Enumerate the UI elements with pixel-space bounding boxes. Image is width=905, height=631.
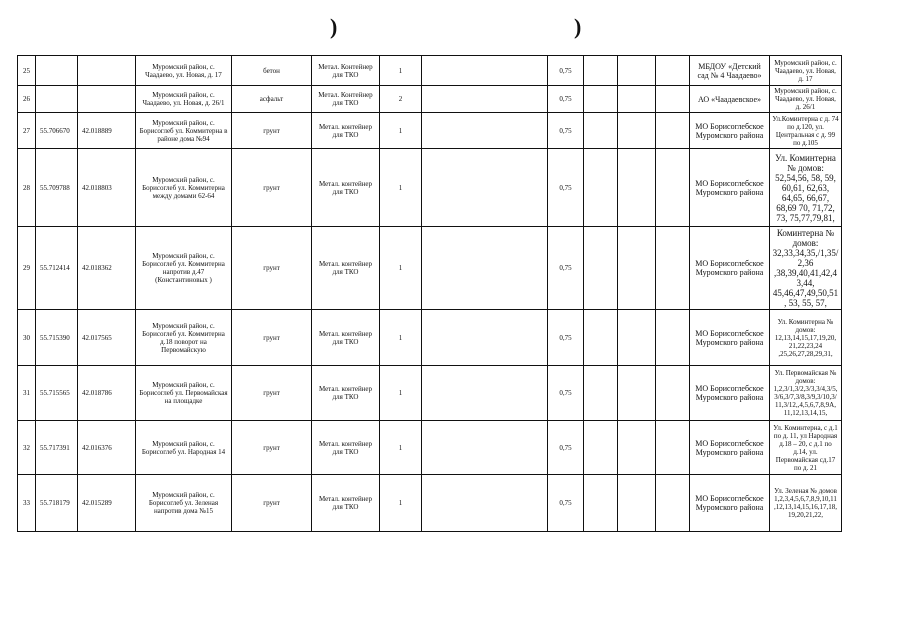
table-row	[18, 475, 842, 532]
empty-cell	[656, 475, 690, 532]
empty-cell	[618, 421, 656, 475]
owner-cell: АО «Чаадаевское»	[690, 86, 770, 113]
address-cell: Муромский район, с. Борисоглеб ул. Коммитерна между домами 62-64	[136, 149, 232, 227]
volume-cell: 0,75	[548, 475, 584, 532]
empty-cell	[618, 227, 656, 310]
address-cell: Муромский район, с. Борисоглеб ул. Народная 14	[136, 421, 232, 475]
empty-cell	[422, 475, 548, 532]
address-cell: Муромский район, с. Борисоглеб ул. Зеленая напротив дома №15	[136, 475, 232, 532]
longitude: 42.018786	[78, 366, 136, 421]
longitude: 42.015289	[78, 475, 136, 532]
empty-cell	[656, 227, 690, 310]
latitude	[36, 56, 78, 86]
owner-cell: МО Борисоглебское Муромского района	[690, 149, 770, 227]
surface-cell: грунт	[232, 227, 312, 310]
container-sites-table	[17, 55, 842, 532]
container-cell: Метал. контейнер для ТКО	[312, 113, 380, 149]
latitude: 55.717391	[36, 421, 78, 475]
row-number: 26	[18, 86, 36, 113]
latitude: 55.715390	[36, 310, 78, 366]
latitude: 55.709788	[36, 149, 78, 227]
surface-cell: грунт	[232, 310, 312, 366]
empty-cell	[618, 149, 656, 227]
surface-cell: бетон	[232, 56, 312, 86]
row-number: 33	[18, 475, 36, 532]
volume-cell: 0,75	[548, 149, 584, 227]
table-row	[18, 421, 842, 475]
page-mark-left: )	[330, 14, 338, 39]
quantity-cell: 2	[380, 86, 422, 113]
empty-cell	[422, 86, 548, 113]
volume-cell: 0,75	[548, 227, 584, 310]
table-row	[18, 149, 842, 227]
empty-cell	[584, 421, 618, 475]
table-row	[18, 310, 842, 366]
owner-cell: МО Борисоглебское Муромского района	[690, 227, 770, 310]
sources-cell: Ул. Коминтерна, с д.1 по д. 11, ул Народная д.18 – 20, с д.1 по д.14, ул. Первомайская сд.17 по д. 21	[770, 421, 842, 475]
quantity-cell: 1	[380, 56, 422, 86]
container-cell: Метал. контейнер для ТКО	[312, 227, 380, 310]
surface-cell: грунт	[232, 475, 312, 532]
latitude: 55.712414	[36, 227, 78, 310]
longitude: 42.017565	[78, 310, 136, 366]
latitude: 55.715565	[36, 366, 78, 421]
table-row	[18, 227, 842, 310]
quantity-cell: 1	[380, 227, 422, 310]
quantity-cell: 1	[380, 149, 422, 227]
row-number: 30	[18, 310, 36, 366]
address-cell: Муромский район, с. Чаадаево, ул. Новая, д. 17	[136, 56, 232, 86]
container-cell: Метал. Контейнер для ТКО	[312, 56, 380, 86]
empty-cell	[584, 475, 618, 532]
longitude: 42.018803	[78, 149, 136, 227]
volume-cell: 0,75	[548, 113, 584, 149]
empty-cell	[618, 475, 656, 532]
container-cell: Метал. контейнер для ТКО	[312, 366, 380, 421]
empty-cell	[584, 56, 618, 86]
empty-cell	[656, 310, 690, 366]
longitude: 42.016376	[78, 421, 136, 475]
empty-cell	[656, 56, 690, 86]
volume-cell: 0,75	[548, 86, 584, 113]
container-cell: Метал. контейнер для ТКО	[312, 149, 380, 227]
empty-cell	[422, 310, 548, 366]
address-cell: Муромский район, с. Борисоглеб ул. Коммитерна напротив д.47 (Константиновых )	[136, 227, 232, 310]
sources-cell: Муромский район, с. Чаадаево, ул. Новая, д. 26/1	[770, 86, 842, 113]
longitude	[78, 56, 136, 86]
empty-cell	[584, 227, 618, 310]
empty-cell	[656, 366, 690, 421]
page-mark-right: )	[574, 14, 582, 39]
empty-cell	[584, 86, 618, 113]
empty-cell	[618, 86, 656, 113]
row-number: 25	[18, 56, 36, 86]
surface-cell: грунт	[232, 366, 312, 421]
empty-cell	[584, 310, 618, 366]
row-number: 27	[18, 113, 36, 149]
quantity-cell: 1	[380, 475, 422, 532]
longitude: 42.018362	[78, 227, 136, 310]
table-row	[18, 366, 842, 421]
empty-cell	[618, 366, 656, 421]
empty-cell	[422, 366, 548, 421]
empty-cell	[584, 149, 618, 227]
table-row	[18, 56, 842, 86]
address-cell: Муромский район, с. Чаадаево, ул. Новая, д. 26/1	[136, 86, 232, 113]
quantity-cell: 1	[380, 310, 422, 366]
container-cell: Метал. Контейнер для ТКО	[312, 86, 380, 113]
latitude	[36, 86, 78, 113]
empty-cell	[422, 113, 548, 149]
empty-cell	[618, 310, 656, 366]
container-cell: Метал. контейнер для ТКО	[312, 421, 380, 475]
longitude: 42.018889	[78, 113, 136, 149]
owner-cell: МО Борисоглебское Муромского района	[690, 421, 770, 475]
volume-cell: 0,75	[548, 366, 584, 421]
row-number: 31	[18, 366, 36, 421]
sources-cell: Муромский район, с. Чаадаево, ул. Новая, д. 17	[770, 56, 842, 86]
empty-cell	[656, 421, 690, 475]
surface-cell: грунт	[232, 149, 312, 227]
quantity-cell: 1	[380, 421, 422, 475]
container-cell: Метал. контейнер для ТКО	[312, 475, 380, 532]
latitude: 55.706670	[36, 113, 78, 149]
row-number: 32	[18, 421, 36, 475]
sources-cell: Ул. Коминтерна № домов: 52,54,56, 58, 59, 60,61, 62,63, 64,65, 66,67, 68,69 70, 71,72, 73, 75,77,79,81,	[770, 149, 842, 227]
empty-cell	[422, 227, 548, 310]
empty-cell	[584, 366, 618, 421]
address-cell: Муромский район, с. Борисоглеб ул. Коммитерна в районе дома №94	[136, 113, 232, 149]
address-cell: Муромский район, с. Борисоглеб ул. Первомайская на площадке	[136, 366, 232, 421]
volume-cell: 0,75	[548, 421, 584, 475]
empty-cell	[422, 421, 548, 475]
address-cell: Муромский район, с. Борисоглеб ул. Коммитерна д.18 поворот на Первомайскую	[136, 310, 232, 366]
empty-cell	[618, 56, 656, 86]
empty-cell	[422, 149, 548, 227]
container-cell: Метал. контейнер для ТКО	[312, 310, 380, 366]
page-marks	[0, 14, 905, 44]
surface-cell: грунт	[232, 421, 312, 475]
sources-cell: Ул. Коминтерна № домов: 12,13,14,15,17,19,20, 21,22,23,24 ,25,26,27,28,29,31,	[770, 310, 842, 366]
sources-cell: Ул. Первомайская № домов: 1,2,3/1,3/2,3/3,3/4,3/5, 3/6,3/7,3/8,3/9,3/10,3/ 11,3/12,,4,5,6,7,8,9А, 11,12,13,14,15,	[770, 366, 842, 421]
volume-cell: 0,75	[548, 56, 584, 86]
empty-cell	[656, 86, 690, 113]
empty-cell	[618, 113, 656, 149]
latitude: 55.718179	[36, 475, 78, 532]
empty-cell	[656, 113, 690, 149]
sources-cell: Ул.Коминтерна с д. 74 по д.120, ул. Центральная с д. 99 по д.105	[770, 113, 842, 149]
empty-cell	[422, 56, 548, 86]
longitude	[78, 86, 136, 113]
sources-cell: Коминтерна № домов: 32,33,34,35,/1,35/2,36 ,38,39,40,41,42,43,44, 45,46,47,49,50,51, 53, 55, 57,	[770, 227, 842, 310]
owner-cell: МО Борисоглебское Муромского района	[690, 366, 770, 421]
table-row	[18, 113, 842, 149]
owner-cell: МО Борисоглебское Муромского района	[690, 310, 770, 366]
surface-cell: грунт	[232, 113, 312, 149]
volume-cell: 0,75	[548, 310, 584, 366]
empty-cell	[656, 149, 690, 227]
owner-cell: МО Борисоглебское Муромского района	[690, 475, 770, 532]
sources-cell: Ул. Зеленая № домов 1,2,3,4,5,6,7,8,9,10,11 ,12,13,14,15,16,17,18, 19,20,21,22,	[770, 475, 842, 532]
owner-cell: МБДОУ «Детский сад № 4 Чаадаево»	[690, 56, 770, 86]
owner-cell: МО Борисоглебское Муромского района	[690, 113, 770, 149]
row-number: 28	[18, 149, 36, 227]
surface-cell: асфальт	[232, 86, 312, 113]
empty-cell	[584, 113, 618, 149]
row-number: 29	[18, 227, 36, 310]
quantity-cell: 1	[380, 366, 422, 421]
quantity-cell: 1	[380, 113, 422, 149]
table-row	[18, 86, 842, 113]
